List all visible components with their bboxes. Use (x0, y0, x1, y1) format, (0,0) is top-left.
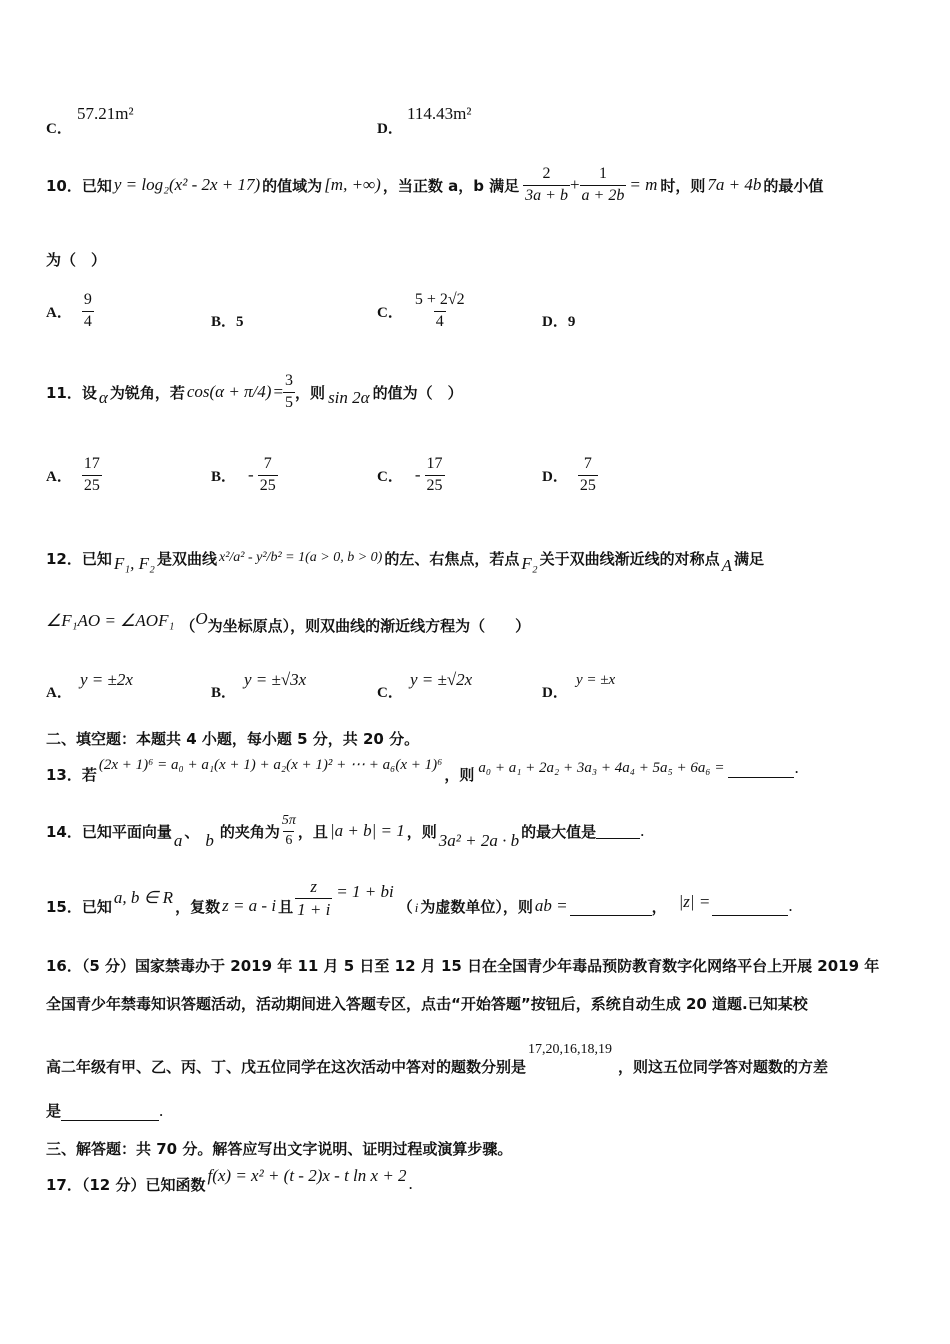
q15-end: . (788, 896, 793, 915)
q11-text3: 的值为（ ） (372, 383, 463, 402)
q10-fraction-1: $\frac{2}{3a + b}$ (525, 165, 568, 204)
q12-hyperbola: x²/a² - y²/b² = 1(a > 0, b > 0) (218, 550, 383, 565)
q16-line1: 16．（5 分）国家禁毒办于 2019 年 11 月 5 日至 12 月 15 日在全国青少年毒品预防教育数字化网络平台上开展 2019 年 (46, 957, 880, 975)
q13-answer-blank[interactable] (728, 763, 794, 778)
q15-abs-z-blank[interactable] (712, 901, 788, 916)
q13-expansion: (2x + 1)⁶ = a₀ + a₁(x + 1) + a₂(x + 1)² + ⋯ + a₆(x + 1)⁶ (98, 756, 443, 773)
q14-text3: ，则 (406, 822, 437, 841)
q16-data: 17,20,16,18,19 (528, 1042, 613, 1057)
q13-sum: a₀ + a₁ + 2a₂ + 3a₃ + 4a₄ + 5a₅ + 6a₆ = (478, 759, 725, 776)
question-12-stem-line1 (46, 535, 764, 581)
q14-text1: 的夹角为 (219, 822, 280, 841)
q9-option-d-value: 114.43m² (407, 104, 472, 123)
q10-option-a: A． $\frac{9}{4}$ (46, 291, 92, 330)
question-11-stem: 11．设 α 为锐角，若 cos(α + π/4) = $\frac{3}{5}$ ，则 sin 2α 的值为（ ） (46, 372, 463, 411)
q13-text1: ，则 (444, 765, 475, 784)
q10-line2: 为（ ） (46, 251, 107, 269)
q10-plus: + (569, 175, 580, 194)
q11-text2: ，则 (295, 383, 326, 402)
q10-option-b: B．5 (211, 314, 244, 330)
q12-origin: O (195, 609, 208, 628)
q12-text2: 的左、右焦点，若点 (384, 549, 520, 568)
q12-option-d-value: y = ±x (576, 672, 616, 688)
q15-set: a, b ∈ R (113, 888, 174, 907)
q14-vector-b: b (205, 831, 214, 850)
q11-sin-expression: sin 2α (328, 388, 370, 407)
question-10-stem (46, 160, 823, 210)
q10-expression: 7a + 4b (707, 175, 762, 194)
q14-norm: |a + b| = 1 (329, 821, 405, 840)
q11-text1: 为锐角，若 (109, 383, 185, 402)
q16-line4 (46, 1100, 163, 1121)
q16-line3b: ，则这五位同学答对题数的方差 (618, 1057, 829, 1076)
q14-vector-a: a (173, 831, 183, 850)
q14-angle-fraction: $\frac{5\pi}{6}$ (281, 813, 296, 848)
q12-option-d-label: D． (542, 685, 568, 701)
q16-answer-blank[interactable] (61, 1106, 159, 1121)
q17-end: . (408, 1174, 413, 1193)
q16-line3 (46, 1038, 828, 1078)
q14-answer-blank[interactable] (596, 824, 640, 839)
q15-equation: = 1 + bi (336, 882, 394, 901)
q11-option-d: D． $\frac{7}{25}$ (542, 455, 596, 494)
q16-line3a: 高二年级有甲、乙、丙、丁、戊五位同学在这次活动中答对的题数分别是 (46, 1057, 527, 1076)
q17-function: f(x) = x² + (t - 2)x - t ln x + 2 (207, 1166, 407, 1185)
q9-option-c-value: 57.21m² (77, 104, 134, 123)
q10-text1: 的值域为 (262, 176, 323, 195)
q12-foci: F₁, F₂ (113, 554, 155, 573)
q10-number: 10．已知 (46, 176, 112, 195)
question-17 (46, 1160, 413, 1196)
q11-number: 11．设 (46, 383, 97, 402)
q14-text4: 的最大值是 (521, 822, 597, 841)
q13-number: 13．若 (46, 765, 97, 784)
q12-text6: 为坐标原点），则双曲线的渐近线方程为（ ） (207, 616, 531, 635)
q16-line4-text: 是 (46, 1102, 62, 1120)
q11-alpha: α (98, 388, 108, 407)
question-14 (46, 808, 644, 854)
q9-option-d-label: D． (377, 121, 403, 137)
q12-option-c-value: y = ±√2x (410, 670, 473, 689)
q15-z: z = a - i (222, 896, 277, 915)
q10-fraction-2: $\frac{1}{a + 2b}$ (581, 165, 625, 204)
q10-range: [m, +∞) (324, 175, 381, 194)
q11-option-c: C． - $\frac{17}{25}$ (377, 455, 443, 494)
q10-equals-m: = m (629, 175, 658, 194)
q15-text1: ，复数 (175, 897, 221, 916)
q14-end: . (640, 821, 645, 840)
q11-fraction: $\frac{3}{5}$ (285, 372, 294, 411)
q13-end: . (794, 758, 799, 777)
q15-ab-blank[interactable] (570, 901, 652, 916)
q12-f2: F₂ (521, 554, 538, 573)
q12-text5: （ (180, 616, 196, 635)
question-15 (46, 870, 793, 926)
q17-number: 17．（12 分）已知函数 (46, 1175, 206, 1194)
q12-text3: 关于双曲线渐近线的对称点 (539, 549, 720, 568)
q9-option-c-label: C． (46, 121, 72, 137)
q16-line2: 全国青少年禁毒知识答题活动，活动期间进入答题专区，点击“开始答题”按钮后，系统自动生成 20 道题.已知某校 (46, 995, 808, 1013)
section-3-heading: 三、解答题：共 70 分。解答应写出文字说明、证明过程或演算步骤。 (46, 1140, 513, 1158)
q10-option-d: D．9 (542, 314, 576, 330)
q15-abs-z: |z| = (678, 892, 711, 911)
q10-text2: ，当正数 a，b 满足 (382, 176, 520, 195)
q12-option-c-label: C． (377, 685, 403, 701)
question-13 (46, 750, 799, 786)
q11-option-a: A． $\frac{17}{25}$ (46, 455, 100, 494)
q14-text2: ，且 (297, 822, 328, 841)
q12-text1: 是双曲线 (156, 549, 217, 568)
q16-end: . (159, 1101, 164, 1120)
q15-text2: 且 (278, 897, 294, 916)
q12-number: 12．已知 (46, 549, 112, 568)
q12-option-b-value: y = ±√3x (244, 670, 307, 689)
q12-option-a-label: A． (46, 685, 72, 701)
q15-fraction: $\frac{z}{1 + i}$ (297, 876, 331, 919)
q15-text4: 为虚数单位），则 (420, 897, 533, 916)
q10-option-c: C． $\frac{5 + 2√2}{4}$ (377, 291, 465, 330)
q12-angle: ∠F₁AO = ∠AOF₁ (46, 611, 175, 630)
q11-option-b: B． - $\frac{7}{25}$ (211, 455, 276, 494)
q15-comma: ， (651, 897, 667, 916)
q15-text3: （ (397, 897, 413, 916)
q12-option-a-value: y = ±2x (80, 670, 133, 689)
q10-text3: 时，则 (660, 176, 706, 195)
q11-cos-expression: cos(α + π/4) (186, 382, 272, 401)
q14-expression: 3a² + 2a · b (438, 831, 520, 850)
q10-function: y = log₂(x² - 2x + 17) (113, 175, 261, 194)
q14-number: 14．已知平面向量 (46, 822, 172, 841)
q15-ab: ab = (534, 896, 568, 915)
q14-sep: 、 (184, 822, 200, 841)
section-2-heading: 二、填空题：本题共 4 小题，每小题 5 分，共 20 分。 (46, 730, 420, 748)
q15-imag-unit: i (414, 900, 419, 915)
q15-number: 15．已知 (46, 897, 112, 916)
question-12-stem-line2 (46, 610, 530, 640)
q12-option-b-label: B． (211, 685, 237, 701)
q12-point-a: A (721, 556, 733, 575)
q10-text4: 的最小值 (763, 176, 824, 195)
q12-text4: 满足 (734, 549, 765, 568)
